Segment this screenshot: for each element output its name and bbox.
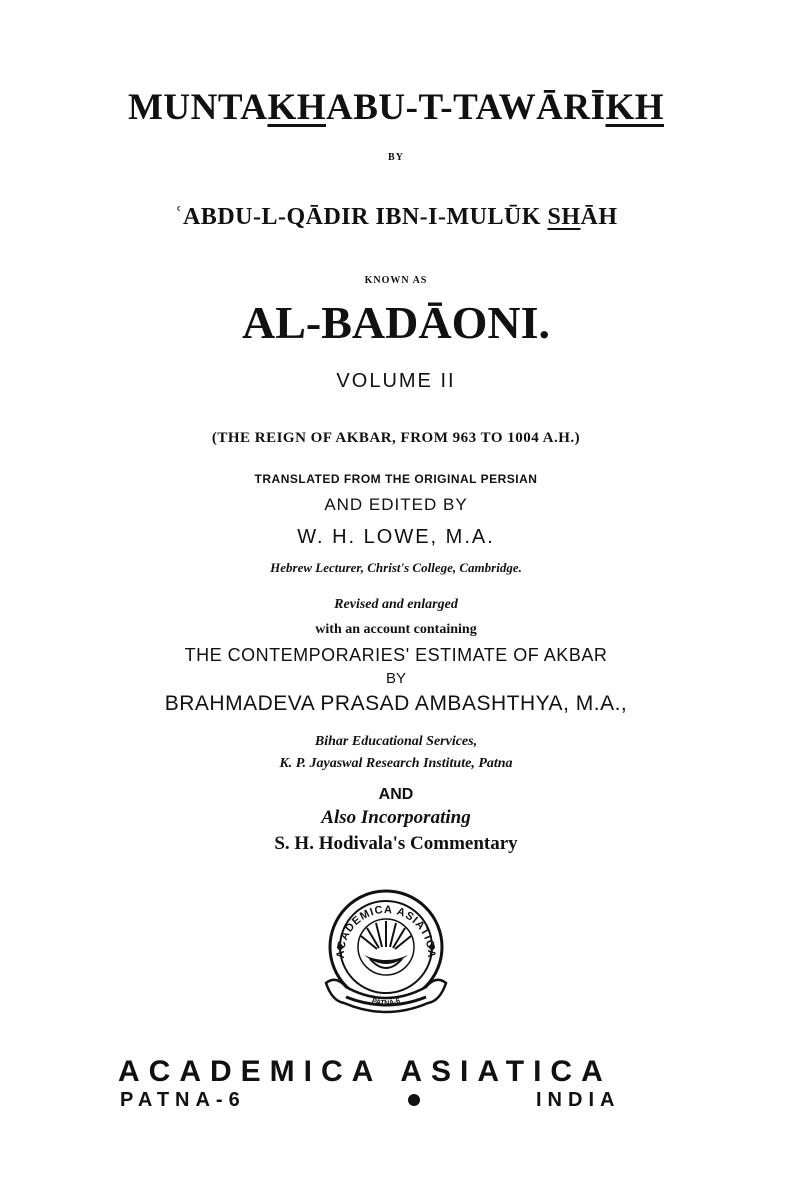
commentary-credit: S. H. Hodivala's Commentary [274,833,518,854]
reviser-affiliation-2: K. P. Jayaswal Research Institute, Patna [279,756,513,771]
editor-affiliation: Hebrew Lecturer, Christ's College, Cambridge. [270,560,522,575]
editor-name: W. H. LOWE, M.A. [297,526,495,548]
publisher-word-2: ASIATICA [400,1055,612,1088]
by-label: BY [388,152,404,163]
also-incorporating-label: Also Incorporating [321,807,471,828]
translated-note: TRANSLATED FROM THE ORIGINAL PERSIAN [254,472,538,486]
reviser-name: BRAHMADEVA PRASAD AMBASHTHYA, M.A., [164,692,628,715]
publisher-country: INDIA [536,1089,621,1111]
book-title: MUNTAKHABU-T-TAWĀRĪKH [127,87,665,128]
and-label: AND [378,786,414,803]
author-alias: AL-BADĀONI. [242,297,550,348]
publisher-word-1: ACADEMICA [118,1055,383,1088]
by-label-2: BY [385,670,406,687]
contemporaries-subtitle: THE CONTEMPORARIES' ESTIMATE OF AKBAR [184,645,608,665]
author-name: ʿABDU-L-QĀDIR IBN-I-MULŪK SHĀH [174,204,618,230]
account-note: with an account containing [315,622,477,637]
revised-note: Revised and enlarged [334,597,458,612]
reign-subtitle: (THE REIGN OF AKBAR, FROM 963 TO 1004 A.H.) [211,430,581,446]
volume-label: VOLUME II [336,370,456,392]
reviser-affiliation-1: Bihar Educational Services, [314,734,478,749]
publisher-name [118,1055,612,1089]
separator-dot [408,1094,420,1106]
seal-bottom-text: PATNA-6 [370,997,402,1008]
edited-by-label: AND EDITED BY [324,495,468,514]
known-as-label: KNOWN AS [364,275,428,286]
publisher-city: PATNA-6 [120,1089,246,1111]
publisher-seal-icon [316,885,456,1025]
seal-top-text: ACADEMICA ASIATICA [334,903,438,959]
